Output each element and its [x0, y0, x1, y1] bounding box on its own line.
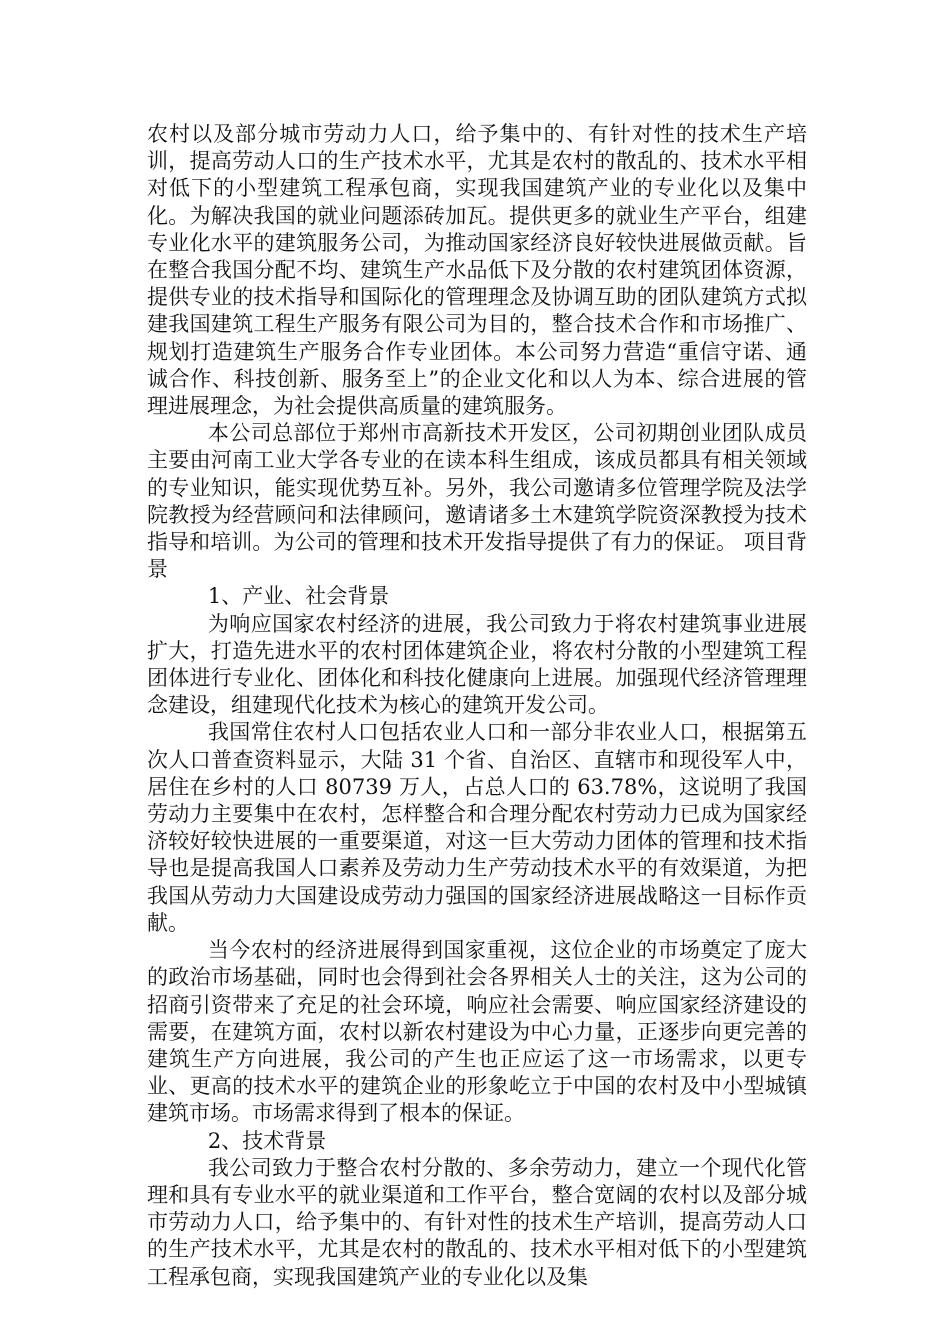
heading-technical-background: 2、技术背景: [207, 1128, 327, 1153]
heading-industry-social-background: 1、产业、社会背景: [207, 584, 390, 609]
paragraph-company-headquarters: 本公司总部位于郑州市高新技术开发区，公司初期创业团队成员主要由河南工业大学各专业的在读本科生组成，该成员都具有相关领域的专业知识，能实现优势互补。另外，我公司邀请多位管理学院及法学院教授为经营顾问和法律顾问，邀请诸多土木建筑学院资深教授为技术指导和培训。为公司的管理和技术开发指导提供了有力的保证。 项目背景: [147, 421, 807, 582]
paragraph-technical-background: 我公司致力于整合农村分散的、多余劳动力，建立一个现代化管理和具有专业水平的就业渠道和工作平台，整合宽阔的农村以及部分城市劳动力人口，给予集中的、有针对性的技术生产培训，提高劳动人口的生产技术水平，尤其是农村的散乱的、技术水平相对低下的小型建筑工程承包商，实现我国建筑产业的专业化以及集: [147, 1155, 807, 1289]
paragraph-intro-continued: 农村以及部分城市劳动力人口，给予集中的、有针对性的技术生产培训，提高劳动人口的生产技术水平，尤其是农村的散乱的、技术水平相对低下的小型建筑工程承包商，实现我国建筑产业的专业化以及集中化。为解决我国的就业问题添砖加瓦。提供更多的就业生产平台，组建专业化水平的建筑服务公司，为推动国家经济良好较快进展做贡献。旨在整合我国分配不均、建筑生产水品低下及分散的农村建筑团体资源，提供专业的技术指导和国际化的管理理念及协调互助的团队建筑方式拟建我国建筑工程生产服务有限公司为目的，整合技术合作和市场推广、规划打造建筑生产服务合作专业团体。本公司努力营造“重信守诺、通诚合作、科技创新、服务至上”的企业文化和以人为本、综合进展的管理进展理念，为社会提供高质量的建筑服务。: [147, 122, 807, 419]
paragraph-rural-economy: 为响应国家农村经济的进展，我公司致力于将农村建筑事业进展扩大，打造先进水平的农村团体建筑企业，将农村分散的小型建筑工程团体进行专业化、团体化和科技化健康向上进展。加强现代经济管理理念建设，组建现代化技术为核心的建筑开发公司。: [147, 611, 807, 718]
paragraph-market-demand: 当今农村的经济进展得到国家重视，这位企业的市场奠定了庞大的政治市场基础，同时也会得到社会各界相关人士的关注，这为公司的招商引资带来了充足的社会环境，响应社会需要、响应国家经济建设的需要，在建筑方面，农村以新农村建设为中心力量，正逐步向更完善的建筑生产方向进展，我公司的产生也正应运了这一市场需求，以更专业、更高的技术水平的建筑企业的形象屹立于中国的农村及中小型城镇建筑市场。市场需求得到了根本的保证。: [147, 938, 807, 1126]
paragraph-rural-population: 我国常住农村人口包括农业人口和一部分非农业人口，根据第五次人口普查资料显示，大陆 31 个省、自治区、直辖市和现役军人中，居住在乡村的人口 80739 万人，占总人口的 63.78%，这说明了我国劳动力主要集中在农村，怎样整合和合理分配农村劳动力已成为国家经济较好较快进展的一重要渠道，对这一巨大劳动力团体的管理和技术指导也是提高我国人口素养及劳动力生产劳动技术水平的有效渠道，为把我国从劳动力大国建设成劳动力强国的国家经济进展战略这一目标作贡献。: [147, 720, 807, 935]
document-page: [147, 121, 807, 1291]
